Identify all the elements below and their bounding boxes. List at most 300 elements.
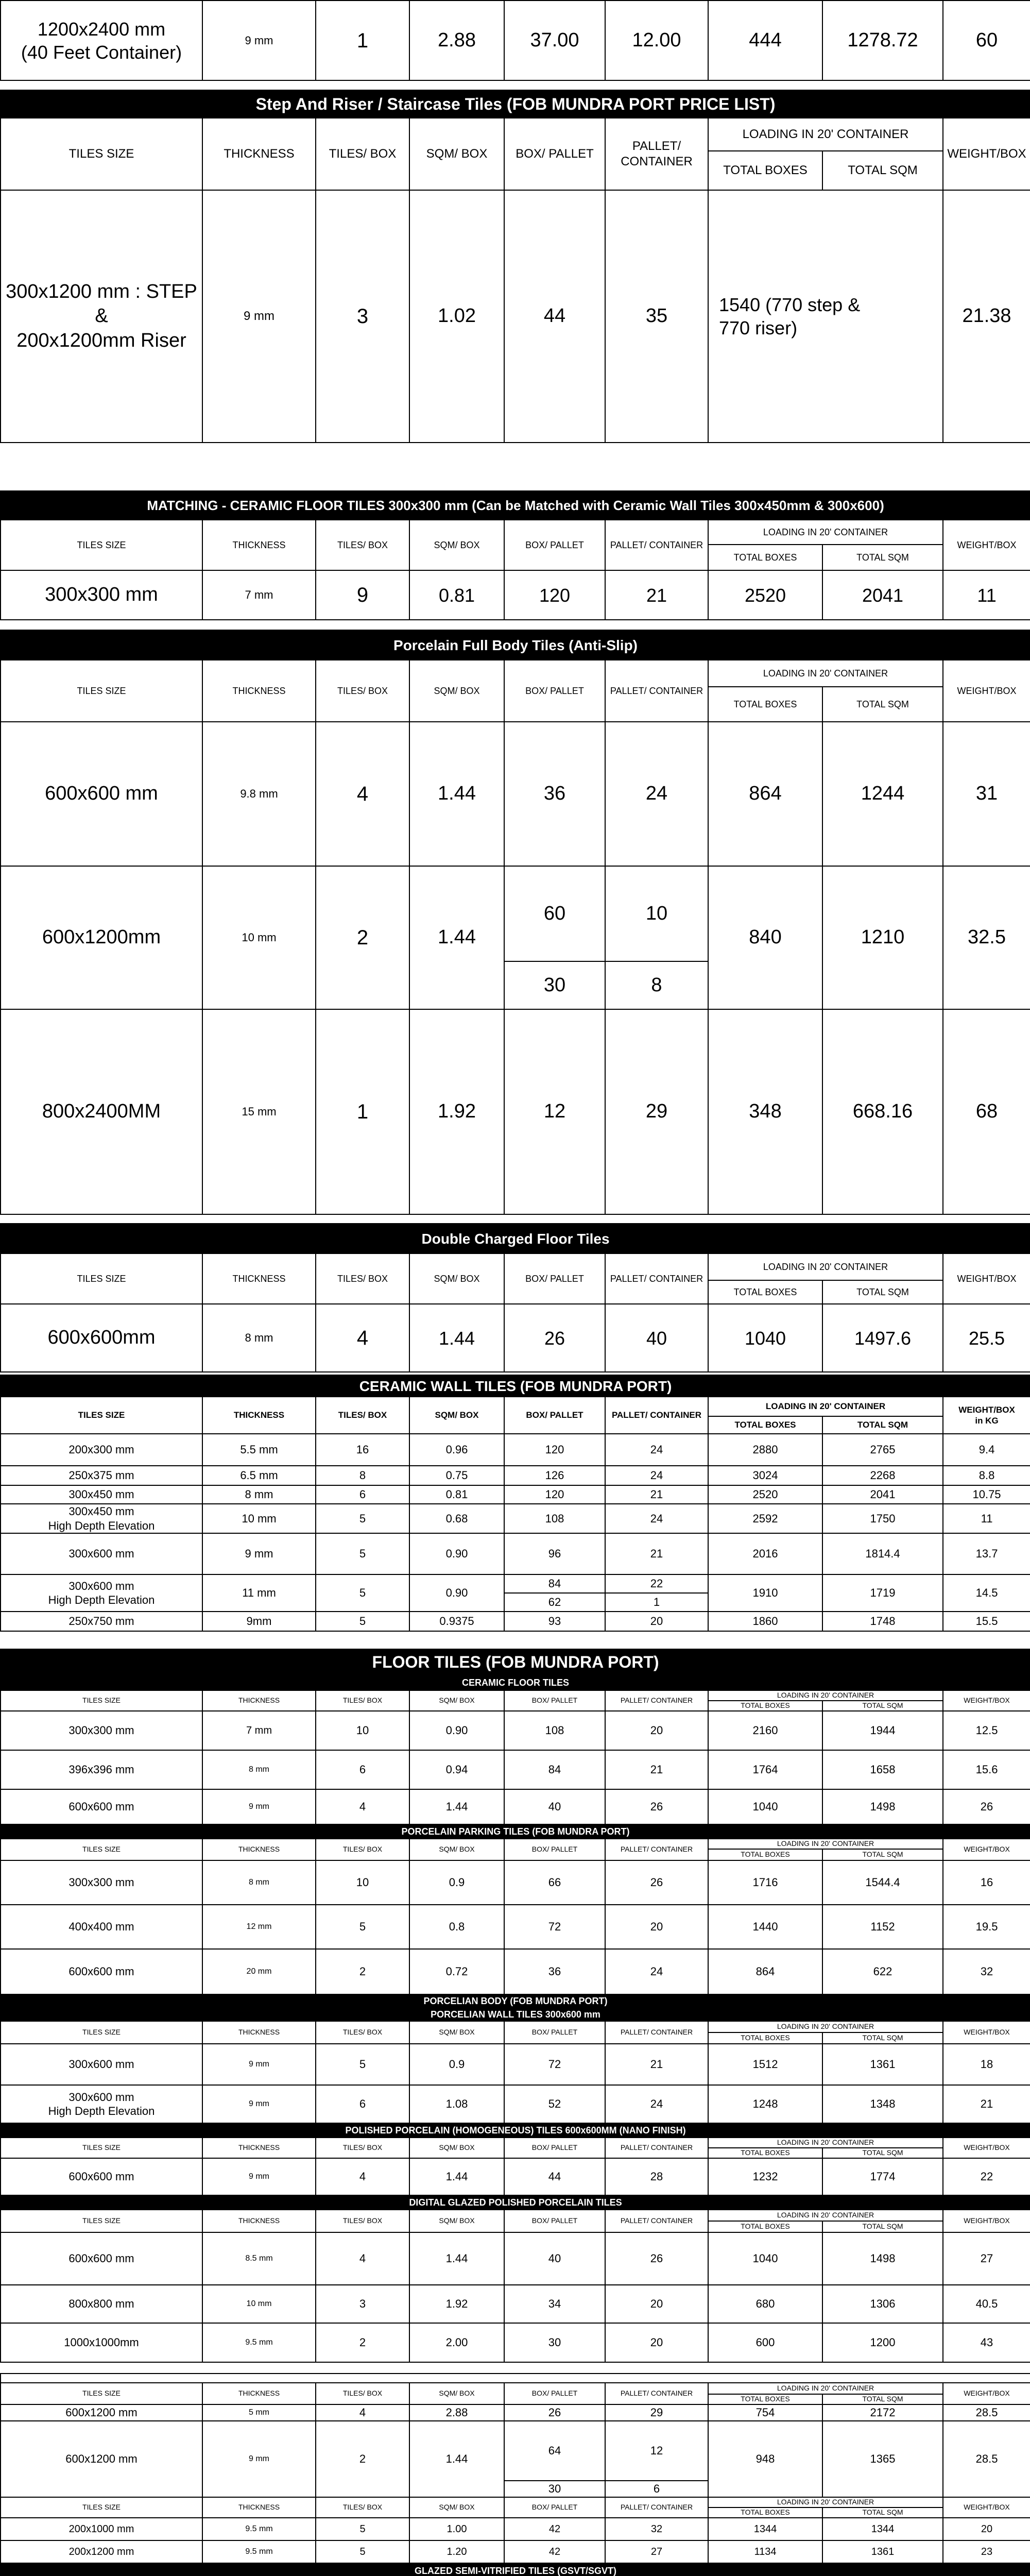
table-cell: 1361 [822,2044,943,2085]
table-cell: 1.44 [409,2158,504,2195]
table-cell: 23 [943,2540,1030,2563]
table-cell: 72 [504,1905,605,1949]
column-header: PALLET/ CONTAINER [605,520,708,570]
column-header: TILES/ BOX [316,1253,409,1304]
table-cell: 5 [316,1574,409,1612]
table-cell: 1210 [822,866,943,1009]
table-cell: 20 [605,1612,708,1631]
table-large-2 [0,2497,1030,2564]
table-cell: 1.44 [409,2421,504,2497]
table-cell: 43 [943,2323,1030,2362]
table-cell: 1658 [822,1750,943,1789]
table-cell: 5 [316,1533,409,1574]
table-cell: 1361 [822,2540,943,2563]
table-cell: 30 [504,2481,605,2497]
table-cell: 1716 [708,1860,822,1905]
column-header: PALLET/ CONTAINER [605,118,708,190]
column-header: TOTAL SQM [822,2507,943,2518]
table-step-riser [0,90,1030,443]
column-header: TOTAL BOXES [708,1280,822,1304]
table-cell: 21 [605,570,708,620]
table-cell: 7 mm [202,570,316,620]
table-cell: 864 [708,722,822,866]
table-cell: 7 mm [202,1711,316,1750]
table-cell: 22 [943,2158,1030,2195]
table-row [1,1434,1030,1466]
table-cell: 9.4 [943,1434,1030,1466]
table-cell: 24 [605,722,708,866]
table-row [1,2085,1030,2123]
table-cell: 11 [943,570,1030,620]
column-header: SQM/ BOX [409,2383,504,2404]
column-header: WEIGHT/BOX [943,1253,1030,1304]
column-header: TILES/ BOX [316,2138,409,2158]
column-header: TILES/ BOX [316,2210,409,2232]
section-subtitle: CERAMIC FLOOR TILES [1,1675,1030,1690]
table-cell: 10 [316,1860,409,1905]
table-cell: 1750 [822,1504,943,1533]
table-full-body [0,630,1030,1215]
column-header: WEIGHT/BOX [943,2138,1030,2158]
table-cell: 13.7 [943,1533,1030,1574]
table-cell: 26 [605,2232,708,2285]
table-cell: 20 [943,2518,1030,2540]
table-cell: 396x396 mm [1,1750,202,1789]
section-title: PORCELIAN BODY (FOB MUNDRA PORT) [1,1994,1030,2008]
column-header: SQM/ BOX [409,1397,504,1434]
table-cell: 0.81 [409,1485,504,1504]
table-cell: 2765 [822,1434,943,1466]
column-header: THICKNESS [202,2021,316,2044]
table-double-charged [0,1223,1030,1372]
header-loading-group: LOADING IN 20' CONTAINER [708,2383,943,2394]
table-cell: 1497.6 [822,1304,943,1372]
header-loading-group: LOADING IN 20' CONTAINER [708,660,943,687]
column-header: THICKNESS [202,1253,316,1304]
table-floor-tiles [0,1649,1030,1825]
table-cell: 0.9 [409,2044,504,2085]
column-header: TOTAL SQM [822,2221,943,2232]
column-header: TOTAL SQM [822,545,943,570]
column-header: THICKNESS [202,2210,316,2232]
column-header: BOX/ PALLET [504,2138,605,2158]
table-cell: 3 [316,190,409,443]
table-cell: 2041 [822,1485,943,1504]
table-cell: 0.8 [409,1905,504,1949]
column-header: TILES/ BOX [316,1690,409,1711]
column-header: TILES SIZE [1,118,202,190]
table-cell: 0.68 [409,1504,504,1533]
column-header: BOX/ PALLET [504,2210,605,2232]
section-title: FLOOR TILES (FOB MUNDRA PORT) [1,1649,1030,1675]
table-cell: 1040 [708,1789,822,1824]
table-cell: 300x600 mm High Depth Elevation [1,1574,202,1612]
column-header: SQM/ BOX [409,1253,504,1304]
section-title: Step And Riser / Staircase Tiles (FOB MUNDRA PORT PRICE LIST) [1,90,1030,118]
table-cell: 25.5 [943,1304,1030,1372]
table-cell: 9.5 mm [202,2518,316,2540]
table-cell: 8.5 mm [202,2232,316,2285]
table-cell: 1.44 [409,866,504,1009]
table-cell: 6 [316,2085,409,2123]
table-cell: 24 [605,1949,708,1994]
column-header: WEIGHT/BOX in KG [943,1397,1030,1434]
table-cell: 26 [943,1789,1030,1824]
table-cell: 60 [943,1,1030,80]
column-header: BOX/ PALLET [504,660,605,722]
table-cell: 300x300 mm [1,570,202,620]
table-cell: 2592 [708,1504,822,1533]
table-cell: 15 mm [202,1009,316,1214]
table-cell: 754 [708,2404,822,2421]
table-cell: 600x600 mm [1,1949,202,1994]
column-header: WEIGHT/BOX [943,2383,1030,2404]
column-header: TILES SIZE [1,520,202,570]
table-cell: 21 [943,2085,1030,2123]
table-cell: 300x1200 mm : STEP & 200x1200mm Riser [1,190,202,443]
table-cell: 2520 [708,1485,822,1504]
section-subtitle: DIGITAL GLAZED POLISHED PORCELAIN TILES [1,2195,1030,2210]
column-header: TILES SIZE [1,2497,202,2518]
table-cell: 1.44 [409,1304,504,1372]
table-cell: 44 [504,2158,605,2195]
column-header: TOTAL SQM [822,2032,943,2044]
table-cell: 20 [605,1711,708,1750]
column-header: THICKNESS [202,1690,316,1711]
table-cell: 1719 [822,1574,943,1612]
column-header: SQM/ BOX [409,2138,504,2158]
table-cell: 108 [504,1504,605,1533]
table-cell: 26 [605,1789,708,1824]
table-row [1,1304,1030,1372]
table-cell: 5 [316,2540,409,2563]
table-cell: 4 [316,1304,409,1372]
table-cell: 1.44 [409,722,504,866]
table-cell: 2.88 [409,2404,504,2421]
table-cell: 250x750 mm [1,1612,202,1631]
table-cell: 8 mm [202,1485,316,1504]
table-cell: 1.20 [409,2540,504,2563]
header-loading-group: LOADING IN 20' CONTAINER [708,1253,943,1280]
table-cell: 4 [316,1789,409,1824]
table-cell: 0.90 [409,1711,504,1750]
column-header: PALLET/ CONTAINER [605,2138,708,2158]
table-slab-top [0,0,1030,81]
header-loading-group: LOADING IN 20' CONTAINER [708,2021,943,2032]
table-cell: 600x1200 mm [1,2421,202,2497]
column-header: BOX/ PALLET [504,1253,605,1304]
table-cell: 120 [504,570,605,620]
table-cell: 1.08 [409,2085,504,2123]
table-gvt [0,2563,1030,2576]
table-cell: 8 mm [202,1304,316,1372]
table-cell: 6 [605,2481,708,2497]
table-cell: 10.75 [943,1485,1030,1504]
column-header: BOX/ PALLET [504,118,605,190]
table-row [1,1905,1030,1949]
column-header: SQM/ BOX [409,118,504,190]
header-loading-group: LOADING IN 20' CONTAINER [708,118,943,151]
column-header: PALLET/ CONTAINER [605,2021,708,2044]
column-header: SQM/ BOX [409,2210,504,2232]
table-row [1,1860,1030,1905]
table-cell: 9 mm [202,190,316,443]
table-cell: 600x600 mm [1,2158,202,2195]
column-header: TOTAL BOXES [708,151,822,190]
table-cell: 40 [605,1304,708,1372]
table-cell: 21 [605,1533,708,1574]
table-cell: 10 mm [202,866,316,1009]
column-header: WEIGHT/BOX [943,660,1030,722]
table-cell: 6 [316,1750,409,1789]
section-subtitle: PORCELIAN WALL TILES 300x600 mm [1,2008,1030,2021]
table-cell: 2 [316,2323,409,2362]
table-cell: 1.92 [409,1009,504,1214]
table-cell: 30 [504,961,605,1009]
table-cell: 250x375 mm [1,1466,202,1485]
table-cell: 4 [316,2232,409,2285]
table-cell: 600x600 mm [1,2232,202,2285]
table-cell: 28.5 [943,2421,1030,2497]
table-cell: 6.5 mm [202,1466,316,1485]
table-row [1,1485,1030,1504]
column-header: SQM/ BOX [409,660,504,722]
table-cell: 52 [504,2085,605,2123]
table-cell: 19.5 [943,1905,1030,1949]
column-header: BOX/ PALLET [504,2383,605,2404]
column-header: TILES SIZE [1,1397,202,1434]
table-cell: 27 [605,2540,708,2563]
column-header: TILES SIZE [1,1839,202,1860]
table-large-1 [0,2373,1030,2498]
column-header: TOTAL BOXES [708,1849,822,1860]
table-cell: 24 [605,1434,708,1466]
table-cell: 0.9375 [409,1612,504,1631]
column-header: THICKNESS [202,2383,316,2404]
table-cell: 15.5 [943,1612,1030,1631]
column-header: TILES/ BOX [316,2497,409,2518]
table-cell: 1 [316,1,409,80]
table-cell: 120 [504,1434,605,1466]
table-cell: 72 [504,2044,605,2085]
table-cell: 42 [504,2540,605,2563]
table-cell: 6 [316,1485,409,1504]
table-row [1,1,1030,80]
table-porcelain-body [0,1994,1030,2124]
table-cell: 40 [504,2232,605,2285]
column-header: THICKNESS [202,2497,316,2518]
column-header: TOTAL BOXES [708,1701,822,1711]
column-header: TOTAL SQM [822,2148,943,2158]
column-header: SQM/ BOX [409,1839,504,1860]
column-header: THICKNESS [202,1397,316,1434]
table-cell: 1278.72 [822,1,943,80]
table-cell: 2160 [708,1711,822,1750]
table-cell: 16 [943,1860,1030,1905]
table-cell: 1306 [822,2285,943,2323]
column-header: TILES SIZE [1,2383,202,2404]
table-cell: 10 mm [202,1504,316,1533]
table-cell: 64 [504,2421,605,2481]
table-cell: 1748 [822,1612,943,1631]
column-header: TOTAL BOXES [708,687,822,722]
column-header: BOX/ PALLET [504,1839,605,1860]
table-cell: 5 mm [202,2404,316,2421]
table-cell: 1774 [822,2158,943,2195]
column-header: PALLET/ CONTAINER [605,1253,708,1304]
table-cell: 30 [504,2323,605,2362]
section-subtitle: POLISHED PORCELAIN (HOMOGENEOUS) TILES 600x600MM (NANO FINISH) [1,2123,1030,2138]
table-cell: 200x300 mm [1,1434,202,1466]
header-loading-group: LOADING IN 20' CONTAINER [708,1690,943,1701]
table-cell: 0.9 [409,1860,504,1905]
table-cell: 20 [605,1905,708,1949]
table-cell: 9mm [202,1612,316,1631]
table-cell: 36 [504,722,605,866]
table-cell: 40.5 [943,2285,1030,2323]
table-cell: 5 [316,2518,409,2540]
table-cell: 9 mm [202,2044,316,2085]
table-cell: 8 mm [202,1860,316,1905]
table-cell: 1512 [708,2044,822,2085]
table-cell: 0.75 [409,1466,504,1485]
header-loading-group: LOADING IN 20' CONTAINER [708,2497,943,2507]
table-cell: 26 [504,2404,605,2421]
table-cell: 9 mm [202,2085,316,2123]
table-cell: 1365 [822,2421,943,2497]
table-cell: 32 [605,2518,708,2540]
table-cell: 9 mm [202,1,316,80]
table-cell: 680 [708,2285,822,2323]
table-cell: 0.90 [409,1533,504,1574]
column-header: TOTAL SQM [822,151,943,190]
column-header: WEIGHT/BOX [943,2021,1030,2044]
table-cell: 348 [708,1009,822,1214]
table-cell: 93 [504,1612,605,1631]
column-header: THICKNESS [202,1839,316,1860]
table-row [1,866,1030,961]
table-cell: 1200x2400 mm (40 Feet Container) [1,1,202,80]
table-cell: 864 [708,1949,822,1994]
table-cell: 1134 [708,2540,822,2563]
table-cell: 1.00 [409,2518,504,2540]
table-cell: 1764 [708,1750,822,1789]
table-cell: 20 mm [202,1949,316,1994]
table-cell: 20 [605,2285,708,2323]
table-cell: 3 [316,2285,409,2323]
table-cell: 34 [504,2285,605,2323]
column-header: TOTAL BOXES [708,1416,822,1434]
table-cell: 21.38 [943,190,1030,443]
table-cell: 300x600 mm [1,2044,202,2085]
table-cell: 9 mm [202,2421,316,2497]
table-cell: 1.44 [409,1789,504,1824]
table-cell: 1244 [822,722,943,866]
column-header: TOTAL BOXES [708,2394,822,2404]
table-cell: 9.8 mm [202,722,316,866]
table-cell: 300x450 mm High Depth Elevation [1,1504,202,1533]
table-cell: 600x600mm [1,1304,202,1372]
table-cell: 400x400 mm [1,1905,202,1949]
table-cell: 21 [605,1485,708,1504]
table-cell: 444 [708,1,822,80]
column-header: TILES/ BOX [316,1839,409,1860]
table-cell: 1814.4 [822,1533,943,1574]
table-row [1,722,1030,866]
table-cell: 200x1200 mm [1,2540,202,2563]
column-header: TILES/ BOX [316,118,409,190]
table-cell: 1344 [822,2518,943,2540]
table-cell: 1498 [822,1789,943,1824]
table-row [1,2232,1030,2285]
table-cell: 948 [708,2421,822,2497]
table-cell: 1860 [708,1612,822,1631]
table-cell: 1544.4 [822,1860,943,1905]
table-cell: 600x600 mm [1,722,202,866]
table-cell: 1944 [822,1711,943,1750]
table-cell: 800x800 mm [1,2285,202,2323]
table-cell: 60 [504,866,605,961]
column-header: BOX/ PALLET [504,520,605,570]
table-cell: 0.96 [409,1434,504,1466]
column-header: BOX/ PALLET [504,1690,605,1711]
table-cell: 0.94 [409,1750,504,1789]
column-header: PALLET/ CONTAINER [605,2210,708,2232]
table-cell: 26 [504,1304,605,1372]
table-polished [0,2123,1030,2196]
table-cell: 8 [316,1466,409,1485]
table-cell: 15.6 [943,1750,1030,1789]
table-cell: 3024 [708,1466,822,1485]
table-cell: 1344 [708,2518,822,2540]
header-loading-group: LOADING IN 20' CONTAINER [708,1839,943,1849]
table-cell: 800x2400MM [1,1009,202,1214]
table-cell: 40 [504,1789,605,1824]
table-cell: 5.5 mm [202,1434,316,1466]
column-header: SQM/ BOX [409,1690,504,1711]
column-header: TILES/ BOX [316,520,409,570]
table-cell: 12.5 [943,1711,1030,1750]
table-cell: 1.44 [409,2232,504,2285]
column-header: TOTAL SQM [822,1280,943,1304]
table-ceramic-wall [0,1375,1030,1632]
column-header: WEIGHT/BOX [943,2210,1030,2232]
table-cell: 1.02 [409,190,504,443]
table-cell: 18 [943,2044,1030,2085]
table-cell: 1 [605,1593,708,1612]
column-header: SQM/ BOX [409,2497,504,2518]
table-cell: 62 [504,1593,605,1612]
column-header: SQM/ BOX [409,2021,504,2044]
table-row [1,2323,1030,2362]
table-cell: 14.5 [943,1574,1030,1612]
table-cell: 20 [605,2323,708,2362]
table-cell: 42 [504,2518,605,2540]
table-cell: 1040 [708,1304,822,1372]
table-cell: 300x300 mm [1,1860,202,1905]
column-header: BOX/ PALLET [504,2497,605,2518]
table-cell: 9.5 mm [202,2540,316,2563]
table-cell: 10 [316,1711,409,1750]
table-cell: 2880 [708,1434,822,1466]
table-cell: 2 [316,866,409,1009]
column-header: BOX/ PALLET [504,1397,605,1434]
table-cell: 1248 [708,2085,822,2123]
table-cell: 12 mm [202,1905,316,1949]
column-header: SQM/ BOX [409,520,504,570]
column-header: TILES/ BOX [316,2021,409,2044]
column-header: TILES/ BOX [316,2383,409,2404]
